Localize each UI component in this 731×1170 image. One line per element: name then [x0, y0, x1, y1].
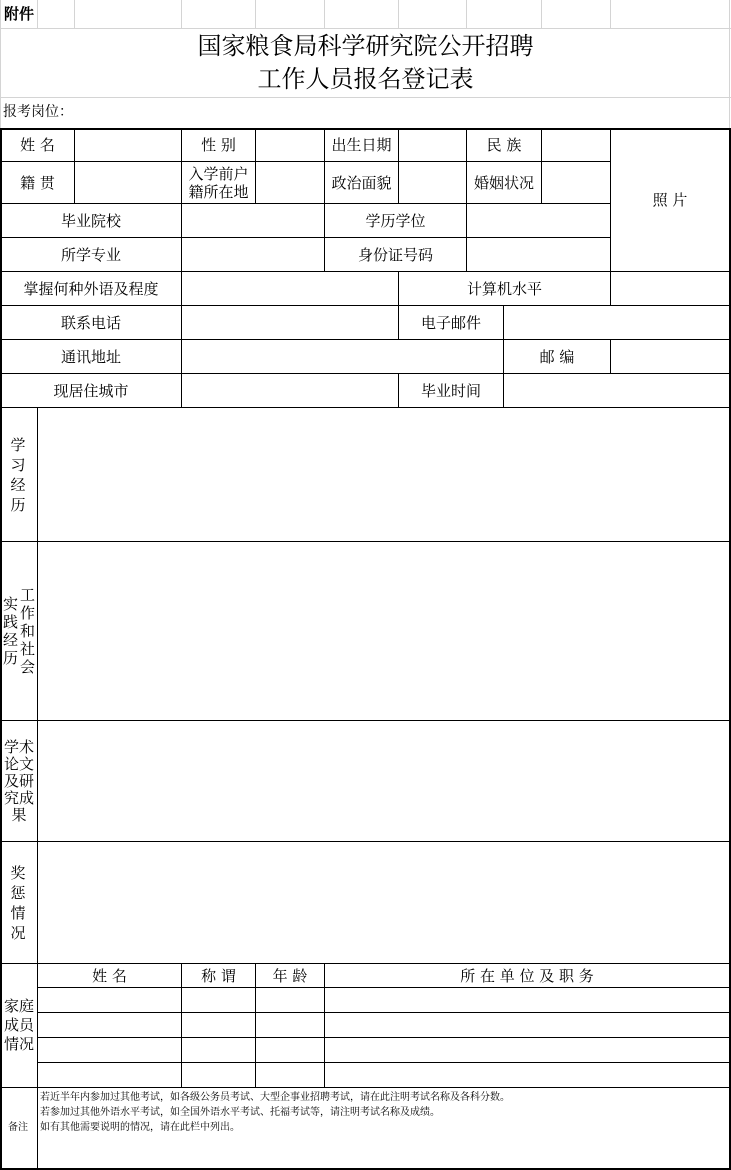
family-header-relation: 称 谓	[201, 966, 236, 985]
email-input[interactable]	[504, 306, 729, 339]
family-header-name: 姓 名	[92, 966, 127, 985]
id-number-input[interactable]	[467, 238, 610, 271]
phone-input[interactable]	[182, 306, 398, 339]
native-place-label: 籍 贯	[20, 173, 55, 192]
computer-level-label: 计算机水平	[466, 279, 542, 298]
foreign-language-input[interactable]	[182, 272, 398, 305]
ethnicity-label: 民 族	[486, 136, 522, 154]
marital-status-label: 婚姻状况	[473, 173, 534, 192]
position-label: 报考岗位：	[3, 104, 73, 120]
major-input[interactable]	[182, 238, 324, 271]
work-experience-input[interactable]	[38, 542, 729, 720]
gender-input[interactable]	[256, 129, 324, 161]
current-city-label: 现居住城市	[53, 381, 129, 400]
family-label: 家庭成员情况	[3, 997, 34, 1053]
table-border	[37, 1037, 731, 1038]
degree-input[interactable]	[467, 204, 610, 237]
ethnicity-input[interactable]	[542, 129, 610, 161]
native-place-input[interactable]	[75, 162, 181, 203]
gridline	[0, 28, 731, 29]
gridline	[74, 0, 75, 28]
phone-label: 联系电话	[60, 313, 121, 332]
gridline	[541, 0, 542, 28]
household-label-line1: 入学前户	[188, 164, 249, 183]
birth-date-input[interactable]	[399, 129, 466, 161]
gridline	[398, 0, 399, 28]
awards-label: 奖惩情况	[10, 863, 26, 942]
postcode-label: 邮 编	[539, 347, 575, 366]
gridline	[0, 97, 731, 98]
gridline	[37, 0, 38, 28]
page-title-line2: 工作人员报名登记表	[257, 65, 474, 93]
family-header-workplace: 所 在 单 位 及 职 务	[460, 966, 594, 985]
work-experience-label	[1, 542, 37, 720]
political-status-label: 政治面貌	[331, 173, 392, 192]
table-border	[37, 1062, 731, 1063]
address-input[interactable]	[182, 340, 503, 373]
gridline	[181, 0, 182, 28]
degree-label: 学历学位	[365, 211, 426, 230]
table-border	[0, 1087, 731, 1088]
academic-label: 学术论文及研究成果	[3, 737, 34, 824]
current-city-input[interactable]	[182, 374, 398, 407]
gridline	[255, 0, 256, 28]
work-experience-label-line1: 工作和社会	[20, 586, 36, 676]
name-input[interactable]	[75, 129, 181, 161]
remarks-note-3: 如有其他需要说明的情况，请在此栏中列出。	[40, 1122, 240, 1133]
graduation-time-label: 毕业时间	[420, 381, 481, 400]
family-header-age: 年 龄	[272, 966, 308, 985]
school-input[interactable]	[182, 204, 324, 237]
table-border	[37, 1012, 731, 1013]
remarks-note-1: 若近半年内参加过其他考试，如各级公务员考试、大型企事业招聘考试，请在此注明考试名称及各科分数。	[40, 1092, 510, 1103]
photo-label: 照 片	[652, 191, 688, 209]
household-input[interactable]	[256, 162, 324, 203]
marital-status-input[interactable]	[542, 162, 610, 203]
name-label: 姓 名	[20, 136, 55, 154]
id-number-label: 身份证号码	[357, 245, 433, 264]
table-border	[37, 987, 731, 988]
gender-label: 性 别	[201, 136, 236, 154]
computer-level-input[interactable]	[611, 272, 729, 305]
attachment-label: 附件	[4, 5, 35, 23]
email-label: 电子邮件	[420, 313, 481, 332]
postcode-input[interactable]	[611, 340, 729, 373]
foreign-language-label: 掌握何种外语及程度	[23, 279, 159, 298]
political-status-input[interactable]	[399, 162, 466, 203]
birth-date-label: 出生日期	[331, 136, 392, 154]
remarks-label: 备注	[8, 1122, 28, 1133]
study-history-label: 学习经历	[10, 435, 26, 514]
gridline	[324, 0, 325, 28]
address-label: 通讯地址	[60, 347, 121, 366]
major-label: 所学专业	[60, 245, 121, 264]
awards-input[interactable]	[38, 842, 729, 963]
page-title-line1: 国家粮食局科学研究院公开招聘	[197, 32, 534, 60]
graduation-time-input[interactable]	[504, 374, 729, 407]
study-history-input[interactable]	[38, 408, 729, 541]
household-label	[182, 162, 255, 203]
gridline	[466, 0, 467, 28]
remarks-note-2: 若参加过其他外语水平考试，如全国外语水平考试、托福考试等，请注明考试名称及成绩。	[40, 1107, 440, 1118]
work-experience-label-line2: 实践经历	[3, 595, 19, 667]
academic-input[interactable]	[38, 721, 729, 841]
school-label: 毕业院校	[60, 211, 121, 230]
household-label-line2: 籍所在地	[188, 182, 249, 201]
gridline	[610, 0, 611, 28]
